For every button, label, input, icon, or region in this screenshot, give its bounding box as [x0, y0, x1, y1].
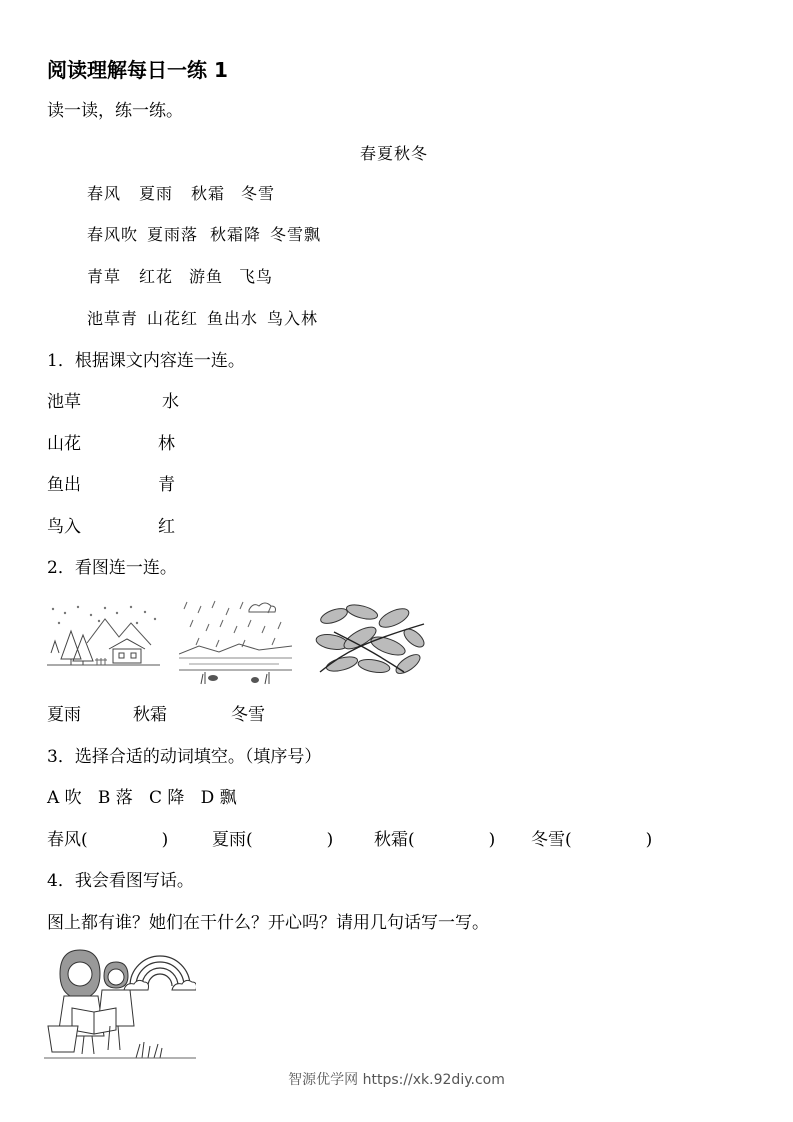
poem-word: 春风 — [87, 184, 122, 203]
q1-left-item: 山花 — [47, 434, 81, 454]
poem-line-3 — [87, 265, 273, 289]
poem-word: 山花红 — [147, 309, 199, 328]
poem-word: 池草青 — [87, 309, 139, 328]
poem-heading: 春夏秋冬 — [360, 144, 429, 163]
poem-word: 夏雨 — [139, 184, 174, 203]
poem-word: 夏雨落 — [147, 225, 199, 244]
rain-scene-icon — [179, 598, 292, 686]
q1-left-item: 池草 — [47, 392, 81, 412]
q1-left-item: 鱼出 — [47, 475, 81, 495]
q3-blank — [212, 828, 333, 852]
q3-blank — [47, 828, 168, 852]
blank-close: ) — [326, 830, 334, 850]
blank-label: 冬雪( — [531, 830, 572, 850]
page-title: 阅读理解每日一练 1 — [47, 58, 228, 82]
q3-options: A 吹 B 落 C 降 D 飘 — [47, 788, 237, 808]
q1-right-item: 青 — [158, 475, 175, 495]
instruction: 读一读，练一练。 — [47, 101, 183, 121]
q4-question: 图上都有谁？她们在干什么？开心吗？请用几句话写一写。 — [47, 913, 489, 933]
poem-line-1 — [87, 182, 275, 206]
footer-watermark: 智源优学网 https://xk.92diy.com — [288, 1072, 505, 1088]
poem-word: 秋霜降 — [210, 225, 262, 244]
poem-line-2 — [87, 223, 321, 247]
poem-word: 红花 — [139, 267, 174, 286]
blank-close: ) — [645, 830, 653, 850]
q1-right-item: 水 — [162, 392, 179, 412]
blank-close: ) — [161, 830, 169, 850]
q3-blank — [374, 828, 495, 852]
q2-label: 秋霜 — [133, 705, 167, 725]
q3-prompt: 3．选择合适的动词填空。（填序号） — [47, 747, 322, 767]
mother-daughter-reading-icon — [44, 946, 196, 1060]
poem-word: 鱼出水 — [207, 309, 259, 328]
poem-word: 鸟入林 — [267, 309, 319, 328]
blank-close: ) — [488, 830, 496, 850]
q1-prompt: 1．根据课文内容连一连。 — [47, 351, 245, 371]
q1-right-item: 红 — [158, 517, 175, 537]
q3-blank — [531, 828, 652, 852]
q2-prompt: 2．看图连一连。 — [47, 558, 177, 578]
q1-left-item: 鸟入 — [47, 517, 81, 537]
poem-word: 春风吹 — [87, 225, 139, 244]
poem-word: 冬雪飘 — [270, 225, 322, 244]
poem-word: 飞鸟 — [239, 267, 274, 286]
blank-label: 夏雨( — [212, 830, 253, 850]
q2-label: 夏雨 — [47, 705, 81, 725]
blank-label: 秋霜( — [374, 830, 415, 850]
blank-label: 春风( — [47, 830, 88, 850]
snow-scene-icon — [47, 603, 160, 669]
q1-right-item: 林 — [158, 434, 175, 454]
poem-word: 青草 — [87, 267, 122, 286]
poem-word: 游鱼 — [189, 267, 224, 286]
q4-prompt: 4．我会看图写话。 — [47, 871, 194, 891]
poem-word: 秋霜 — [191, 184, 226, 203]
poem-line-4 — [87, 307, 318, 331]
poem-word: 冬雪 — [241, 184, 276, 203]
q2-label: 冬雪 — [231, 705, 265, 725]
frost-leaves-icon — [314, 602, 427, 678]
